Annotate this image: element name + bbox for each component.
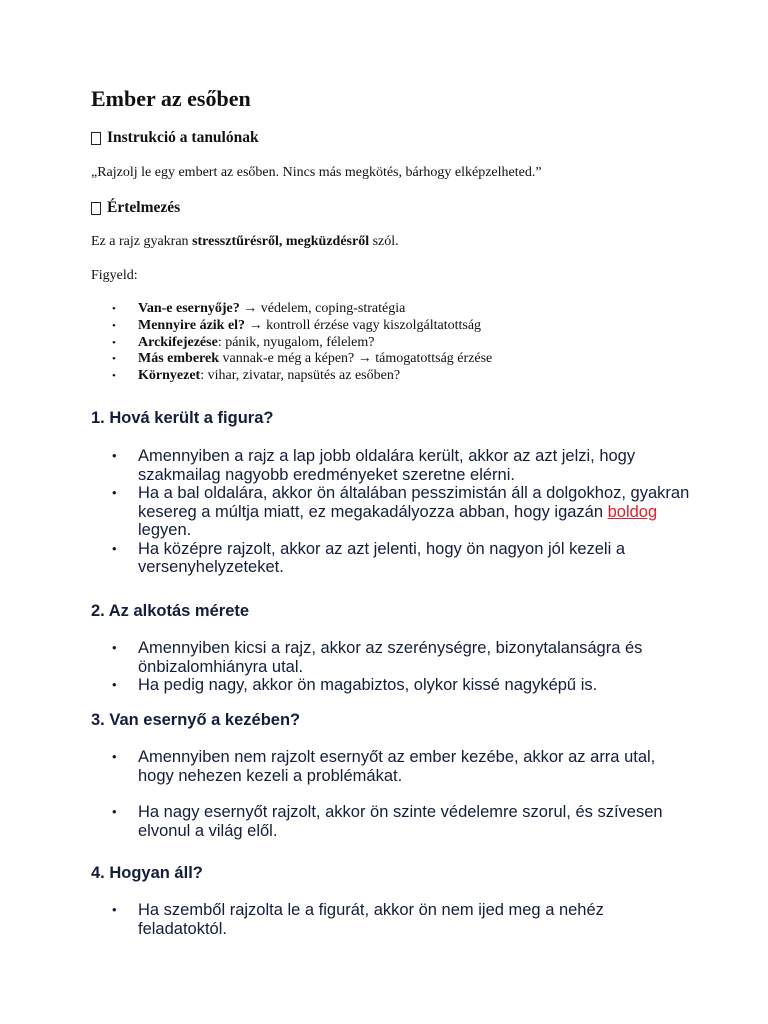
list-item xyxy=(112,318,492,335)
observe-list xyxy=(112,301,492,385)
item-text: Ha szemből rajzolta le a figurát, akkor ön nem ijed meg a nehéz feladatoktól. xyxy=(138,901,604,938)
item-bold: Van-e esernyője? xyxy=(138,301,240,316)
placeholder-box-icon xyxy=(91,132,101,145)
list-item xyxy=(112,748,692,785)
item-text: Amennyiben nem rajzolt esernyőt az ember kezébe, akkor az arra utal, hogy nehezen kezeli a problémákat. xyxy=(138,748,656,785)
instruction-heading-text: Instrukció a tanulónak xyxy=(107,129,259,146)
interpretation-intro xyxy=(91,234,399,250)
list-item xyxy=(112,335,492,352)
item-bold: Más emberek xyxy=(138,351,219,367)
interpretation-heading xyxy=(91,199,180,217)
item-bold: Arckifejezése xyxy=(138,334,218,350)
item-text: Ha pedig nagy, akkor ön magabiztos, olykor kissé nagyképű is. xyxy=(138,676,598,694)
list-item xyxy=(112,484,692,540)
list-item xyxy=(112,368,492,385)
observe-label: Figyeld: xyxy=(91,268,138,283)
list-item xyxy=(112,540,692,577)
list-item xyxy=(112,803,692,840)
item-text-end: legyen. xyxy=(138,521,192,539)
item-bold: Környezet xyxy=(138,368,201,384)
section-3-heading: 3. Van esernyő a kezében? xyxy=(91,711,301,729)
placeholder-box-icon xyxy=(91,202,101,215)
section-4-list xyxy=(112,901,692,938)
boldog-link[interactable]: boldog xyxy=(607,502,658,521)
item-text: → kontroll érzése vagy kiszolgáltatottság xyxy=(245,317,482,333)
section-3-list xyxy=(112,748,692,858)
list-item xyxy=(112,351,492,368)
item-bold: Mennyire ázik el? xyxy=(138,317,246,333)
list-item xyxy=(112,901,692,938)
item-text: Ha középre rajzolt, akkor az azt jelenti, hogy ön nagyon jól kezeli a versenyhelyzeteket. xyxy=(138,539,626,576)
item-text: Ha a bal oldalára, akkor ön általában pesszimistán áll a dolgokhoz, gyakran kesereg a múltja miatt, ez megakadályozza abban, hogy igazán xyxy=(138,484,690,521)
instruction-heading xyxy=(91,129,259,147)
item-text: Amennyiben a rajz a lap jobb oldalára került, akkor az azt jelzi, hogy szakmailag nagyobb eredményeket szeretne elérni. xyxy=(138,447,636,484)
item-text: Ha nagy esernyőt rajzolt, akkor ön szinte védelemre szorul, és szívesen elvonul a világ elől. xyxy=(138,803,663,840)
item-text: Amennyiben kicsi a rajz, akkor az szerénységre, bizonytalanságra és önbizalomhiányra utal. xyxy=(138,639,643,676)
intro-bold: stressztűrésről, megküzdésről xyxy=(192,234,370,249)
intro-suffix: szól. xyxy=(369,234,399,249)
section-1-list xyxy=(112,447,692,577)
intro-prefix: Ez a rajz gyakran xyxy=(91,234,193,249)
section-2-list xyxy=(112,639,692,695)
section-1-heading: 1. Hová került a figura? xyxy=(91,409,274,427)
list-item xyxy=(112,447,692,484)
document-title: Ember az esőben xyxy=(91,86,251,111)
item-text: → védelem, coping-stratégia xyxy=(239,301,406,316)
list-item xyxy=(112,676,692,695)
list-item xyxy=(112,301,492,318)
instruction-text: „Rajzolj le egy embert az esőben. Nincs más megkötés, bárhogy elképzelheted.” xyxy=(91,165,542,180)
item-text: : vihar, zivatar, napsütés az esőben? xyxy=(200,368,401,384)
item-text: vannak-e még a képen? → támogatottság érzése xyxy=(219,351,493,367)
item-text: : pánik, nyugalom, félelem? xyxy=(217,334,375,350)
interpretation-heading-text: Értelmezés xyxy=(107,199,181,216)
section-2-heading: 2. Az alkotás mérete xyxy=(91,602,250,620)
section-4-heading: 4. Hogyan áll? xyxy=(91,864,203,882)
list-item xyxy=(112,639,692,676)
